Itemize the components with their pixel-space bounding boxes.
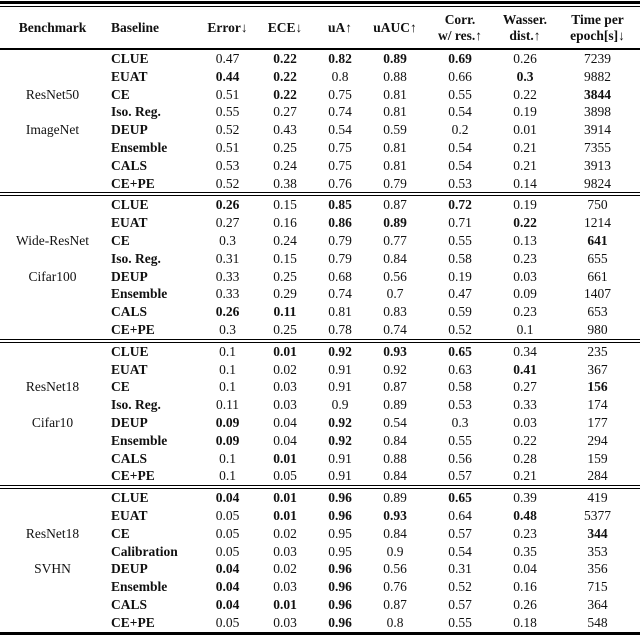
metric-value: 0.03 — [273, 614, 297, 630]
metric-value: 156 — [587, 379, 608, 395]
metric-value: 0.3 — [219, 321, 236, 337]
metric-value: 0.71 — [448, 215, 472, 231]
benchmark-dataset-label: Cifar10 — [31, 414, 74, 430]
metric-value: 364 — [587, 596, 608, 612]
metric-value: 0.54 — [448, 104, 472, 120]
baseline-name: CLUE — [105, 194, 200, 214]
metric-value: 0.75 — [328, 86, 352, 102]
metric-value: 0.87 — [365, 194, 425, 214]
metric-value: 0.11 — [273, 304, 297, 320]
metric-value: 0.8 — [331, 68, 349, 84]
metric-value: 0.64 — [448, 507, 472, 523]
metric-value: 0.75 — [328, 157, 352, 173]
metric-value: 750 — [555, 194, 640, 214]
metric-value: 0.1 — [200, 341, 255, 361]
baseline-name: Ensemble — [111, 579, 168, 595]
baseline-name: DEUP — [111, 268, 148, 284]
metric-value: 0.95 — [328, 543, 352, 559]
column-header-wasser — [495, 7, 555, 49]
metric-value: 0.93 — [383, 507, 407, 523]
metric-value: 0.34 — [495, 341, 555, 361]
table-head — [0, 7, 640, 49]
metric-value: 0.76 — [328, 175, 352, 191]
metric-value: 0.23 — [513, 525, 537, 541]
metric-value: 0.83 — [383, 304, 407, 320]
benchmark-cell — [0, 49, 105, 194]
metric-value: 0.01 — [255, 341, 315, 361]
metric-value: 0.91 — [328, 468, 352, 484]
metric-value: 0.1 — [219, 468, 236, 484]
metric-value: 0.19 — [513, 104, 537, 120]
metric-value: 0.1 — [516, 321, 534, 337]
metric-value: 0.1 — [219, 361, 236, 377]
metric-value: 0.84 — [383, 525, 407, 541]
metric-value: 0.96 — [328, 507, 352, 523]
metric-value: 0.33 — [215, 268, 240, 284]
column-header-line: ECE↓ — [267, 19, 303, 35]
metric-value: 0.11 — [215, 397, 240, 413]
metric-value: 0.92 — [383, 361, 407, 377]
benchmark-model-label: ResNet18 — [25, 379, 80, 395]
metric-value: 0.53 — [448, 397, 472, 413]
column-header-benchmark — [0, 7, 105, 49]
metric-value: 0.84 — [383, 432, 407, 448]
metric-value: 0.33 — [215, 286, 240, 302]
metric-value: 0.04 — [200, 487, 255, 507]
metric-value: 0.92 — [315, 341, 365, 361]
baseline-name: Calibration — [111, 543, 178, 559]
metric-value: 0.88 — [383, 450, 407, 466]
metric-value: 0.58 — [448, 250, 472, 266]
metric-value: 7239 — [584, 51, 611, 66]
metric-value: 0.91 — [328, 379, 352, 395]
metric-value: 0.21 — [513, 468, 537, 484]
metric-value: 353 — [587, 543, 608, 559]
metric-value: 0.81 — [383, 86, 407, 102]
metric-value: 0.52 — [448, 579, 472, 595]
metric-value: 0.54 — [448, 157, 472, 173]
baseline-name: CALS — [111, 450, 148, 466]
metric-value: 344 — [587, 525, 608, 541]
metric-value: 0.7 — [386, 286, 404, 302]
metric-value: 0.05 — [273, 468, 297, 484]
metric-value: 0.15 — [255, 194, 315, 214]
metric-value: 0.96 — [328, 614, 352, 630]
baseline-name: CE+PE — [111, 468, 155, 484]
metric-value: 0.09 — [215, 414, 240, 430]
metric-value: 0.25 — [273, 268, 297, 284]
metric-value: 0.92 — [328, 432, 352, 448]
metric-value: 0.01 — [513, 122, 537, 138]
metric-value: 0.75 — [328, 139, 352, 155]
metric-value: 0.04 — [215, 579, 240, 595]
metric-value: 0.27 — [513, 379, 537, 395]
metric-value: 0.28 — [513, 450, 537, 466]
metric-value: 294 — [587, 432, 608, 448]
metric-value: 0.69 — [448, 51, 472, 66]
table-row — [0, 487, 640, 507]
metric-value: 548 — [587, 614, 608, 630]
metric-value: 0.51 — [215, 139, 240, 155]
metric-value: 0.1 — [219, 379, 236, 395]
column-header-line: Time per — [571, 12, 624, 28]
metric-value: 0.03 — [273, 379, 297, 395]
baseline-name: CLUE — [105, 487, 200, 507]
metric-value: 0.59 — [383, 122, 407, 138]
benchmark-cell — [0, 487, 105, 633]
metric-value: 0.51 — [215, 86, 240, 102]
baseline-name: CE — [111, 86, 130, 102]
metric-value: 177 — [587, 414, 608, 430]
metric-value: 0.53 — [215, 157, 240, 173]
metric-value: 0.04 — [273, 414, 297, 430]
metric-value: 0.33 — [513, 397, 537, 413]
benchmark-dataset-label: ImageNet — [25, 122, 80, 138]
metric-value: 0.59 — [448, 304, 472, 320]
metric-value: 0.91 — [328, 450, 352, 466]
metric-value: 0.09 — [215, 432, 240, 448]
benchmark-dataset-label: Cifar100 — [28, 268, 77, 284]
metric-value: 0.54 — [448, 543, 472, 559]
metric-value: 0.19 — [495, 194, 555, 214]
metric-value: 0.09 — [513, 286, 537, 302]
baseline-name: Iso. Reg. — [111, 250, 161, 266]
metric-value: 0.89 — [365, 487, 425, 507]
metric-value: 0.79 — [328, 250, 352, 266]
metric-value: 174 — [587, 397, 608, 413]
column-header-time — [555, 7, 640, 49]
benchmark-cell — [0, 194, 105, 340]
metric-value: 0.29 — [273, 286, 297, 302]
metric-value: 0.55 — [448, 232, 472, 248]
column-header-line: Corr. — [444, 12, 476, 28]
table-row — [0, 341, 640, 361]
metric-value: 1214 — [584, 215, 611, 231]
column-header-line: Error↓ — [207, 19, 248, 35]
metric-value: 0.24 — [273, 232, 297, 248]
metric-value: 0.57 — [448, 525, 472, 541]
column-header-line: uA↑ — [327, 19, 352, 35]
baseline-name: CE — [111, 525, 130, 541]
baseline-name: CE+PE — [111, 321, 155, 337]
column-header-line: Baseline — [111, 19, 160, 35]
metric-value: 0.18 — [513, 614, 537, 630]
metric-value: 0.39 — [495, 487, 555, 507]
metric-value: 0.01 — [273, 450, 297, 466]
metric-value: 0.56 — [383, 268, 407, 284]
metric-value: 0.05 — [215, 507, 240, 523]
metric-value: 0.55 — [215, 104, 240, 120]
benchmark-model-label: Wide-ResNet — [16, 232, 89, 248]
metric-value: 0.38 — [273, 175, 297, 191]
metric-value: 0.68 — [328, 268, 352, 284]
metric-value: 0.8 — [386, 614, 404, 630]
baseline-name: Iso. Reg. — [111, 104, 161, 120]
metric-value: 0.22 — [513, 432, 537, 448]
metric-value: 0.3 — [451, 414, 469, 430]
metric-value: 0.25 — [273, 139, 297, 155]
metric-value: 7355 — [584, 139, 611, 155]
metric-value: 0.04 — [513, 561, 537, 577]
benchmark-dataset-label: SVHN — [34, 561, 71, 577]
metric-value: 0.22 — [273, 86, 297, 102]
metric-value: 0.01 — [273, 596, 297, 612]
metric-value: 0.21 — [513, 139, 537, 155]
metric-value: 0.22 — [513, 215, 537, 231]
metric-value: 9824 — [584, 175, 611, 191]
metric-value: 0.82 — [328, 51, 352, 66]
metric-value: 0.81 — [383, 157, 407, 173]
metric-value: 655 — [587, 250, 608, 266]
metric-value: 0.87 — [383, 379, 407, 395]
metric-value: 159 — [587, 450, 608, 466]
column-header-line: epoch[s]↓ — [570, 27, 625, 43]
table-body — [0, 49, 640, 633]
column-header-corr — [425, 7, 495, 49]
baseline-name: EUAT — [111, 215, 148, 231]
baseline-name: DEUP — [111, 561, 148, 577]
baseline-name: CE — [111, 379, 130, 395]
metric-value: 0.31 — [448, 561, 472, 577]
baseline-name: CALS — [111, 596, 148, 612]
metric-value: 0.41 — [513, 361, 537, 377]
metric-value: 0.1 — [219, 450, 236, 466]
metric-value: 661 — [587, 268, 608, 284]
metric-value: 0.01 — [273, 507, 297, 523]
metric-value: 0.22 — [513, 86, 537, 102]
metric-value: 0.05 — [215, 525, 240, 541]
baseline-name: DEUP — [111, 414, 148, 430]
metric-value: 0.02 — [273, 525, 297, 541]
metric-value: 0.65 — [425, 487, 495, 507]
metric-value: 0.77 — [383, 232, 407, 248]
metric-value: 0.92 — [328, 414, 352, 430]
metric-value: 0.31 — [215, 250, 240, 266]
metric-value: 0.19 — [448, 268, 472, 284]
metric-value: 0.66 — [448, 68, 472, 84]
metric-value: 0.16 — [513, 579, 537, 595]
metric-value: 0.84 — [383, 250, 407, 266]
metric-value: 0.02 — [273, 561, 297, 577]
metric-value: 0.04 — [215, 561, 240, 577]
metric-value: 0.55 — [448, 614, 472, 630]
metric-value: 0.03 — [273, 579, 297, 595]
metric-value: 0.79 — [328, 232, 352, 248]
metric-value: 0.72 — [425, 194, 495, 214]
metric-value: 0.48 — [513, 507, 537, 523]
baseline-name: Iso. Reg. — [111, 397, 161, 413]
column-header-ua — [315, 7, 365, 49]
metric-value: 0.78 — [328, 321, 352, 337]
baseline-name: CLUE — [111, 51, 149, 66]
metric-value: 5377 — [584, 507, 611, 523]
metric-value: 0.54 — [328, 122, 352, 138]
metric-value: 0.96 — [328, 596, 352, 612]
metric-value: 3844 — [584, 86, 611, 102]
metric-value: 0.3 — [219, 232, 236, 248]
column-header-error — [200, 7, 255, 49]
benchmark-results-table — [0, 7, 640, 635]
metric-value: 0.86 — [328, 215, 352, 231]
metric-value: 0.05 — [215, 614, 240, 630]
metric-value: 0.26 — [215, 304, 240, 320]
metric-value: 0.04 — [215, 596, 240, 612]
metric-value: 0.01 — [255, 487, 315, 507]
metric-value: 0.56 — [448, 450, 472, 466]
metric-value: 0.52 — [448, 321, 472, 337]
metric-value: 0.03 — [273, 543, 297, 559]
metric-value: 0.47 — [215, 51, 240, 66]
metric-value: 0.47 — [448, 286, 472, 302]
metric-value: 0.95 — [328, 525, 352, 541]
metric-value: 0.3 — [516, 68, 534, 84]
metric-value: 0.52 — [215, 175, 240, 191]
baseline-name: EUAT — [111, 68, 148, 84]
metric-value: 0.35 — [513, 543, 537, 559]
metric-value: 0.27 — [273, 104, 297, 120]
metric-value: 641 — [587, 232, 608, 248]
table-row — [0, 194, 640, 214]
column-header-line: Benchmark — [18, 19, 87, 35]
metric-value: 0.63 — [448, 361, 472, 377]
metric-value: 0.79 — [383, 175, 407, 191]
metric-value: 0.84 — [383, 468, 407, 484]
table-row — [0, 49, 640, 68]
metric-value: 0.89 — [383, 397, 407, 413]
metric-value: 0.81 — [383, 139, 407, 155]
metric-value: 0.65 — [425, 341, 495, 361]
metric-value: 0.55 — [448, 86, 472, 102]
metric-value: 0.15 — [273, 250, 297, 266]
metric-value: 0.58 — [448, 379, 472, 395]
metric-value: 0.81 — [383, 104, 407, 120]
benchmark-model-label: ResNet50 — [25, 86, 80, 102]
metric-value: 0.44 — [215, 68, 240, 84]
benchmark-model-label: ResNet18 — [25, 525, 80, 541]
metric-value: 0.54 — [448, 139, 472, 155]
metric-value: 0.89 — [383, 51, 407, 66]
metric-value: 0.89 — [383, 215, 407, 231]
metric-value: 0.53 — [448, 175, 472, 191]
table-head-row — [0, 7, 640, 49]
metric-value: 0.23 — [513, 304, 537, 320]
metric-value: 0.96 — [328, 579, 352, 595]
metric-value: 0.02 — [273, 361, 297, 377]
baseline-name: CALS — [111, 157, 148, 173]
metric-value: 0.96 — [315, 487, 365, 507]
metric-value: 0.88 — [383, 68, 407, 84]
column-header-baseline — [105, 7, 200, 49]
metric-value: 0.26 — [513, 596, 537, 612]
baseline-name: CE — [111, 232, 130, 248]
metric-value: 0.56 — [383, 561, 407, 577]
metric-value: 356 — [587, 561, 608, 577]
metric-value: 1407 — [584, 286, 611, 302]
metric-value: 980 — [587, 321, 608, 337]
metric-value: 0.43 — [273, 122, 297, 138]
metric-value: 0.24 — [273, 157, 297, 173]
baseline-name: CLUE — [105, 341, 200, 361]
metric-value: 0.27 — [215, 215, 240, 231]
metric-value: 0.76 — [383, 579, 407, 595]
baseline-name: DEUP — [111, 122, 148, 138]
metric-value: 0.57 — [448, 596, 472, 612]
metric-value: 0.05 — [215, 543, 240, 559]
metric-value: 0.04 — [273, 432, 297, 448]
column-header-line: dist.↑ — [509, 27, 541, 43]
column-header-line: Wasser. — [502, 12, 548, 28]
metric-value: 0.74 — [328, 104, 352, 120]
metric-value: 0.91 — [328, 361, 352, 377]
metric-value: 0.26 — [200, 194, 255, 214]
metric-value: 0.55 — [448, 432, 472, 448]
metric-value: 0.2 — [451, 122, 469, 138]
metric-value: 0.85 — [315, 194, 365, 214]
metric-value: 367 — [587, 361, 608, 377]
metric-value: 0.22 — [273, 68, 297, 84]
metric-value: 3913 — [584, 157, 611, 173]
metric-value: 0.52 — [215, 122, 240, 138]
metric-value: 0.9 — [386, 543, 404, 559]
benchmark-cell — [0, 341, 105, 487]
metric-value: 0.87 — [383, 596, 407, 612]
metric-value: 0.03 — [513, 268, 537, 284]
column-header-line: w/ res.↑ — [438, 27, 482, 43]
baseline-name: EUAT — [111, 361, 148, 377]
column-header-line: uAUC↑ — [373, 19, 417, 35]
metric-value: 3898 — [584, 104, 611, 120]
metric-value: 0.96 — [328, 561, 352, 577]
metric-value: 0.13 — [513, 232, 537, 248]
metric-value: 0.22 — [273, 51, 297, 66]
metric-value: 0.25 — [273, 321, 297, 337]
baseline-name: Ensemble — [111, 286, 168, 302]
metric-value: 0.03 — [273, 397, 297, 413]
metric-value: 0.74 — [383, 321, 407, 337]
baseline-name: Ensemble — [111, 432, 168, 448]
metric-value: 0.9 — [331, 397, 349, 413]
metric-value: 0.93 — [365, 341, 425, 361]
metric-value: 0.74 — [328, 286, 352, 302]
baseline-name: EUAT — [111, 507, 148, 523]
metric-value: 0.23 — [513, 250, 537, 266]
metric-value: 0.81 — [328, 304, 352, 320]
metric-value: 0.16 — [273, 215, 297, 231]
metric-value: 0.26 — [513, 51, 537, 66]
baseline-name: CE+PE — [111, 175, 155, 191]
metric-value: 0.14 — [513, 175, 537, 191]
metric-value: 235 — [555, 341, 640, 361]
column-header-uauc — [365, 7, 425, 49]
baseline-name: CALS — [111, 304, 148, 320]
column-header-ece — [255, 7, 315, 49]
metric-value: 715 — [587, 579, 608, 595]
metric-value: 0.57 — [448, 468, 472, 484]
baseline-name: CE+PE — [111, 614, 155, 630]
metric-value: 3914 — [584, 122, 611, 138]
metric-value: 0.21 — [513, 157, 537, 173]
metric-value: 0.54 — [383, 414, 407, 430]
baseline-name: Ensemble — [111, 139, 168, 155]
metric-value: 653 — [587, 304, 608, 320]
metric-value: 419 — [555, 487, 640, 507]
metric-value: 9882 — [584, 68, 611, 84]
metric-value: 284 — [587, 468, 608, 484]
metric-value: 0.03 — [513, 414, 537, 430]
